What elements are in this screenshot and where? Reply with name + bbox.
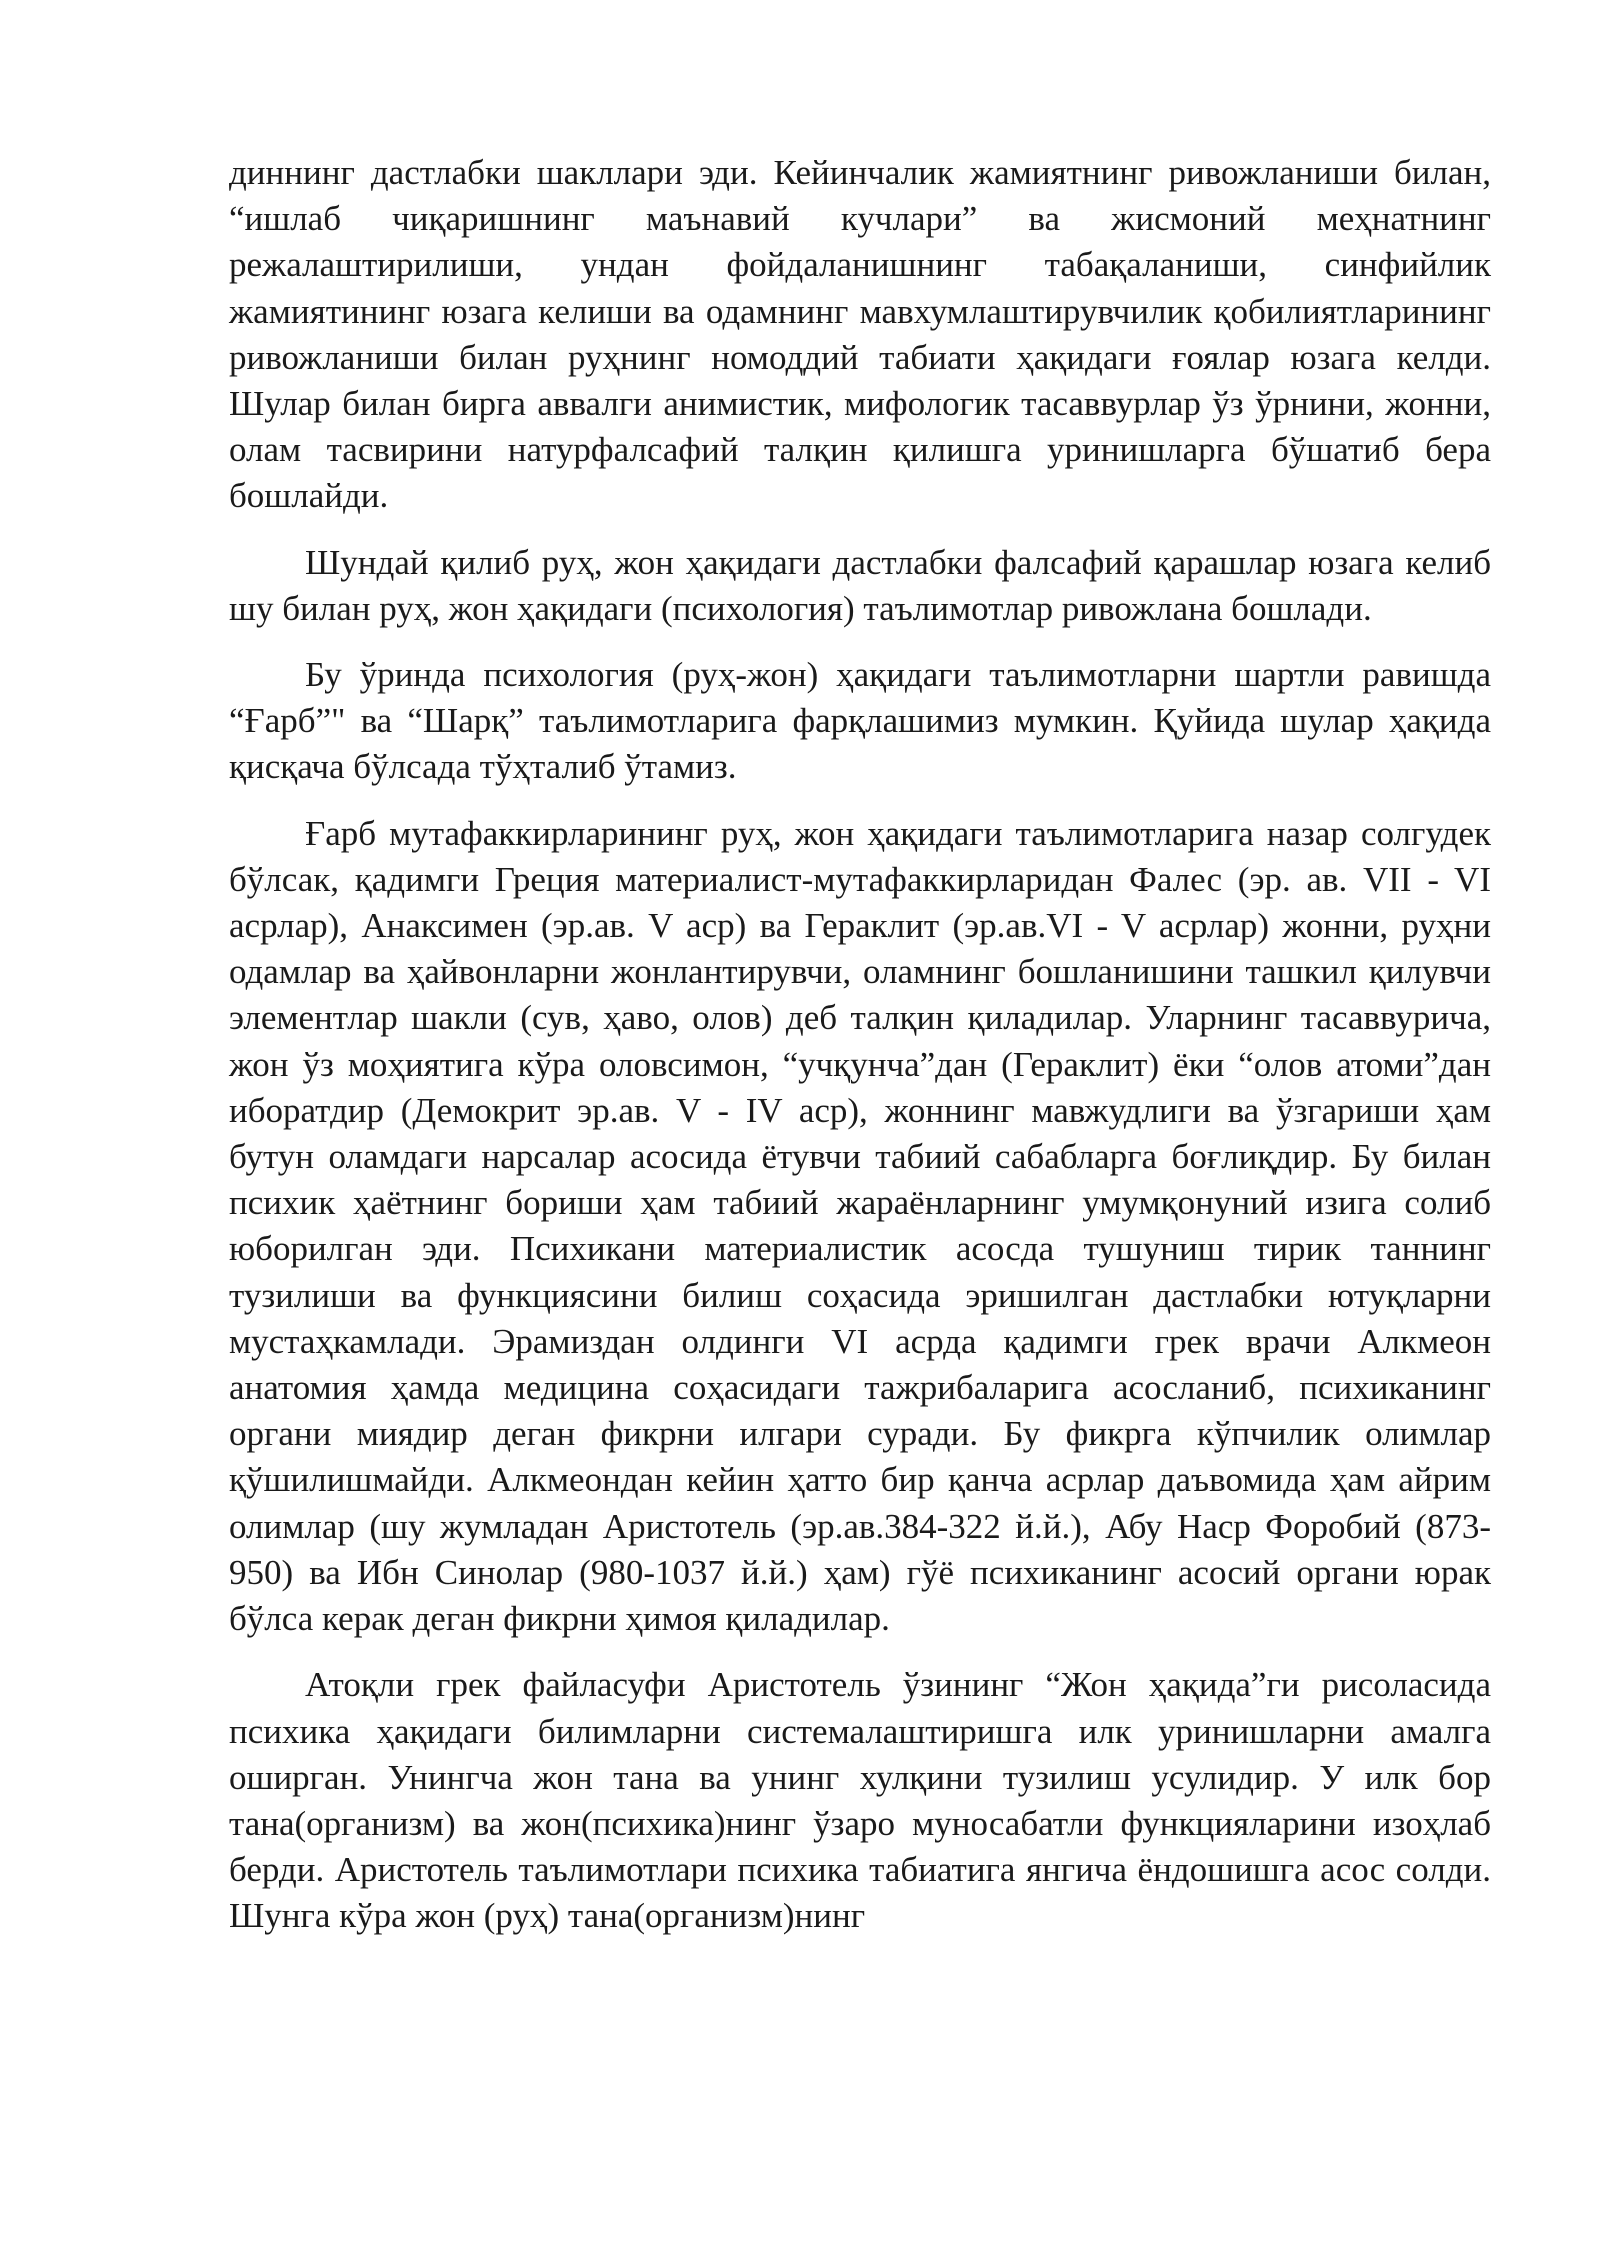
paragraph-1: диннинг дастлабки шакллари эди. Кейинчалик жамиятнинг ривожланиши билан, “ишлаб чиқаришнинг маънавий кучлари” ва жисмоний меҳнатнинг режалаштирилиши, ундан фойдаланишнинг табақаланиши, синфийлик жамиятининг юзага келиши ва одамнинг мавхумлаштирувчилик қобилиятларининг ривожланиши билан руҳнинг номоддий табиати ҳақидаги ғоялар юзага келди. Шулар билан бирга аввалги анимистик, мифологик тасаввурлар ўз ўрнини, жонни, олам тасвирини натурфалсафий талқин қилишга уринишларга бўшатиб бера бошлайди. — [229, 153, 1491, 516]
document-page — [229, 150, 1491, 1960]
paragraph-5: Атоқли грек файласуфи Аристотель ўзининг “Жон ҳақида”ги рисоласида психика ҳақидаги билимларни системалаштиришга илк уринишларни амалга оширган. Унингча жон тана ва унинг хулқини тузилиш усулидир. У илк бор тана(организм) ва жон(психика)нинг ўзаро муносабатли функцияларини изоҳлаб берди. Аристотель таълимотлари психика табиатига янгича ёндошишга асос солди. Шунга кўра жон (руҳ) тана(организм)нинг — [229, 1665, 1491, 1936]
paragraph-3: Бу ўринда психология (руҳ-жон) ҳақидаги таълимотларни шартли равишда “Ғарб”" ва “Шарқ” таълимотларига фарқлашимиз мумкин. Қуйида шулар ҳақида қисқача бўлсада тўҳталиб ўтамиз. — [229, 655, 1491, 787]
paragraph-4: Ғарб мутафаккирларининг руҳ, жон ҳақидаги таълимотларига назар солгудек бўлсак, қадимги Греция материалист-мутафаккирларидан Фалес (эр. ав. VII - VI асрлар), Анаксимен (эр.ав. V аср) ва Гераклит (эр.ав.VI - V асрлар) жонни, руҳни одамлар ва ҳайвонларни жонлантирувчи, оламнинг бошланишини ташкил қилувчи элементлар шакли (сув, ҳаво, олов) деб талқин қиладилар. Уларнинг тасаввурича, жон ўз моҳиятига кўра оловсимон, “учқунча”дан (Гераклит) ёки “олов атоми”дан иборатдир (Демокрит эр.ав. V - IV аср), жоннинг мавжудлиги ва ўзгариши ҳам бутун оламдаги нарсалар асосида ётувчи табиий сабабларга боғлиқдир. Бу билан психик ҳаётнинг бориши ҳам табиий жараёнларнинг умумқонуний изига солиб юборилган эди. Психикани материалистик асосда тушуниш тирик таннинг тузилиши ва функциясини билиш соҳасида эришилган дастлабки ютуқларни мустаҳкамлади. Эрамиздан олдинги VI асрда қадимги грек врачи Алкмеон анатомия ҳамда медицина соҳасидаги тажрибаларига асосланиб, психиканинг органи миядир деган фикрни илгари суради. Бу фикрга кўпчилик олимлар қўшилишмайди. Алкмеондан кейин ҳатто бир қанча асрлар даъвомида ҳам айрим олимлар (шу жумладан Аристотель (эр.ав.384-322 й.й.), Абу Наср Форобий (873-950) ва Ибн Синолар (980-1037 й.й.) ҳам) гўё психиканинг асосий органи юрак бўлса керак деган фикрни ҳимоя қиладилар. — [229, 813, 1491, 1639]
paragraph-2: Шундай қилиб руҳ, жон ҳақидаги дастлабки фалсафий қарашлар юзага келиб шу билан руҳ, жон ҳақидаги (психология) таълимотлар ривожлана бошлади. — [229, 542, 1491, 628]
